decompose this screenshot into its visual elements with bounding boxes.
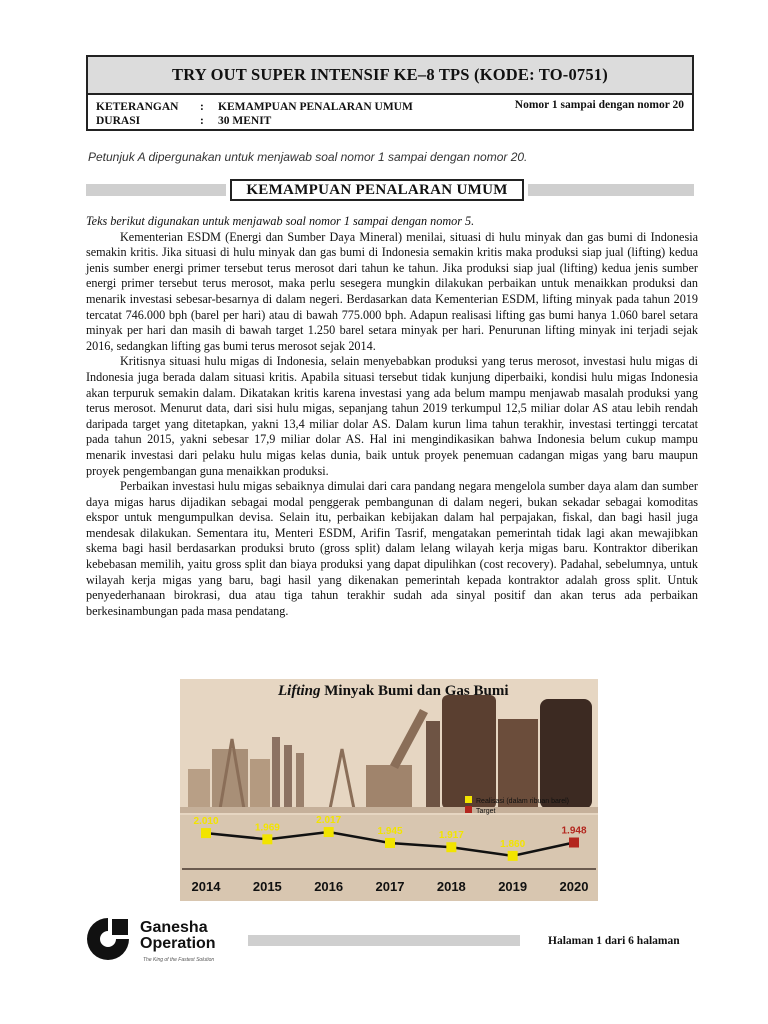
x-tick-label: 2014	[191, 879, 221, 894]
realisasi-point	[201, 828, 211, 838]
legend-label-realisasi: Realisasi (dalam ribuan barel)	[476, 798, 569, 805]
realisasi-point	[446, 842, 456, 852]
lifting-chart	[180, 679, 598, 901]
durasi-row	[96, 115, 271, 127]
legend-label-target: Target	[476, 808, 496, 815]
x-tick-label: 2018	[436, 879, 466, 894]
data-label: 1.860	[500, 838, 526, 850]
legend-swatch-realisasi	[465, 796, 472, 803]
legend-swatch-target	[465, 806, 472, 813]
x-tick-label: 2016	[314, 879, 344, 894]
data-label: 2.017	[316, 815, 342, 827]
instruction-text: Petunjuk A dipergunakan untuk menjawab soal nomor 1 sampai dengan nomor 20.	[88, 150, 528, 164]
x-tick-label: 2020	[559, 879, 589, 894]
keterangan-row	[96, 101, 413, 113]
passage-intro: Teks berikut digunakan untuk menjawab soal nomor 1 sampai dengan nomor 5.	[86, 214, 475, 228]
realisasi-point	[262, 834, 272, 844]
chart-title-rest: Minyak Bumi dan Gas Bumi	[324, 683, 509, 699]
realisasi-point	[385, 838, 395, 848]
realisasi-point	[508, 851, 518, 861]
question-range: Nomor 1 sampai dengan nomor 20	[514, 99, 684, 111]
page-number: Halaman 1 dari 6 halaman	[548, 935, 680, 947]
data-label: 1.917	[438, 830, 464, 842]
ganesha-logo-icon	[84, 915, 132, 965]
keterangan-label: KETERANGAN	[96, 101, 179, 113]
passage-paragraph-2: Kritisnya situasi hulu migas di Indonesia, selain menyebabkan produksi yang terus merosot, investasi hulu migas di Indonesia juga berada dalam situasi kritis. Apabila situasi tersebut tidak kunjung diperbaiki, kondisi hulu migas Indonesia akan terpuruk semakin dalam. Dikatakan kritis karena investasi yang ada belum mampu menjawab masalah produksi yang terus merosot. Menurut data, dari sisi hulu migas, sepanjang tahun 2019 terkumpul 12,5 miliar dolar AS atau lebih rendah daripada target yang ditetapkan, yakni 13,4 miliar dolar AS. Dalam kurun lima tahun terakhir, investasi tertinggi tercatat pada tahun 2015, yakni sebesar 17,9 miliar dolar AS. Hal ini mengindikasikan bahwa Indonesia belum cukup mampu menarik investasi dari pelaku hulu migas kelas dunia, baik untuk proyek penemuan cadangan migas yang baru maupun proyek pengembangan guna menaikkan produksi.	[86, 354, 698, 478]
data-label: 2.010	[193, 816, 219, 828]
keterangan-value: KEMAMPUAN PENALARAN UMUM	[218, 101, 413, 113]
reading-passage	[86, 214, 698, 619]
brand-line-1: Ganesha	[140, 919, 208, 936]
chart-title-italic: Lifting	[278, 683, 321, 699]
lifting-infographic	[180, 679, 598, 901]
durasi-value: 30 MENIT	[218, 115, 272, 127]
brand-tagline: The King of the Fastest Solution	[143, 957, 215, 963]
section-title: KEMAMPUAN PENALARAN UMUM	[230, 179, 524, 201]
data-label: 1.948	[561, 825, 587, 837]
brand-line-2: Operation	[140, 935, 216, 952]
exam-title: TRY OUT SUPER INTENSIF KE–8 TPS (KODE: TO-0751)	[88, 57, 692, 95]
footer-divider	[248, 935, 520, 946]
passage-paragraph-3: Perbaikan investasi hulu migas sebaiknya dimulai dari cara pandang negara mengelola sumber daya alam dan sumber daya migas harus dijadikan sebagai modal penggerak pembangunan di dalam negeri, bukan sekadar sebagai komoditas ekspor untuk mengumpulkan devisa. Selain itu, perbaikan kebijakan dalam hal perpajakan, fiskal, dan bagi hasil juga mendesak dilakukan. Sementara itu, Menteri ESDM, Arifin Tasrif, mengatakan pemerintah tidak lagi akan mewajibkan skema bagi hasil berdasarkan produksi bruto (gross split) dalam lelang wilayah kerja migas baru. Kontraktor diberikan kebebasan memilih, yaitu gross split dan biaya produksi yang dapat dipulihkan (cost recovery). Padahal, sebelumnya, untuk wilayah kerja migas yang baru, bagi hasil yang dikenakan pemerintah kepada kontraktor adalah gross split. Untuk penyederhanaan birokrasi, dua atau tiga tahun terakhir sudah ada sinyal positif dan akan terus ada perbaikan berkesinambungan pada masa pendatang.	[86, 479, 698, 618]
durasi-label: DURASI	[96, 115, 141, 127]
brand-name	[140, 920, 216, 952]
colon: :	[200, 115, 204, 127]
data-label: 1.969	[254, 822, 280, 834]
x-tick-label: 2015	[252, 879, 282, 894]
passage-paragraph-1: Kementerian ESDM (Energi dan Sumber Daya Mineral) menilai, situasi di hulu minyak dan gas bumi di Indonesia semakin kritis. Jika situasi di hulu minyak dan gas bumi di Indonesia semakin kritis maka produksi siap jual (lifting) kedua jenis sumber energi primer tersebut terus merosot dari tahun ke tahun. Jika produksi siap jual (lifting) kedua jenis sumber energi primer tersebut terus merosot, maka perlu sesegera mungkin dilakukan perbaikan untuk menaikkan produksi dan menarik investasi sebesar-besarnya di dalam negeri. Berdasarkan data Kementerian ESDM, lifting minyak pada tahun 2019 tercatat 746.000 bph (barel per hari) atau di bawah 775.000 bph. Adapun realisasi lifting gas bumi hanya 1.060 barel setara minyak per hari dan masih di bawah target 1.250 barel setara minyak per hari. Penurunan lifting minyak ini terjadi sejak 2016, sedangkan lifting gas bumi terus merosot sejak 2014.	[86, 229, 698, 353]
x-tick-label: 2019	[498, 879, 528, 894]
realisasi-point	[324, 827, 334, 837]
section-divider-left	[86, 184, 226, 196]
data-label: 1.945	[377, 825, 403, 837]
exam-header	[86, 55, 694, 131]
chart-title	[277, 683, 508, 699]
x-tick-label: 2017	[375, 879, 405, 894]
section-divider-right	[528, 184, 694, 196]
target-point	[569, 838, 579, 848]
colon: :	[200, 101, 204, 113]
